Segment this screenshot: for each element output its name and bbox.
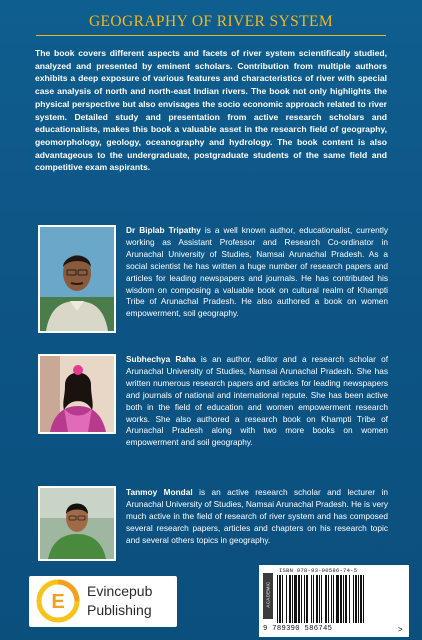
barcode-bar bbox=[360, 575, 362, 623]
title-divider bbox=[36, 35, 386, 36]
isbn-text: ISBN 978-93-90586-74-5 bbox=[279, 567, 358, 574]
barcode-bar bbox=[304, 575, 305, 623]
author-photo-image bbox=[40, 227, 114, 331]
author-bio-tanmoy bbox=[126, 487, 388, 547]
barcode-bar bbox=[319, 575, 320, 623]
author-bio-text: is an author, editor and a research scholar of Arunachal University of Studies, Namsai Arunachal Pradesh. She has written numerous research papers and articles for leading newspapers and journals of national and international repute. She has been active both in the field of education and women empowerment research works. She also authored a research book on Khampti Tribe of Arunachal Pradesh along with two more books on women empowerment and soil geography. bbox=[126, 354, 389, 448]
author-photo-image bbox=[40, 356, 114, 432]
barcode-bar bbox=[321, 575, 322, 623]
author-photo-image bbox=[40, 488, 114, 559]
barcode-bar bbox=[306, 575, 308, 623]
barcode-bar bbox=[345, 575, 347, 623]
barcode-bar bbox=[279, 575, 281, 623]
barcode-bar bbox=[311, 575, 312, 623]
barcode-bars bbox=[277, 575, 397, 623]
author-bio-text: is a well known author, educationalist, currently working as Assistant Professor and Research Co-ordinator in Arunachal University of Studies, Namsai Arunachal Pradesh. As a social scientist he has written a huge number of research papers and articles for leading newspapers and journals. He has contributed his wisdom on composing a valuable book on cultural realm of Khampti Tribe of Arunachal Pradesh. He also authored a book on women empowerment, soil geography. bbox=[126, 225, 388, 319]
barcode-bar bbox=[333, 575, 334, 623]
publisher-name-line2: Publishing bbox=[87, 602, 152, 618]
barcode-bar bbox=[340, 575, 342, 623]
barcode-bar bbox=[292, 575, 293, 623]
barcode-bar bbox=[289, 575, 291, 623]
author-photo-subhechya bbox=[38, 354, 116, 434]
barcode-bar bbox=[358, 575, 359, 623]
category-text: ACADEMIC bbox=[265, 581, 271, 608]
barcode-bar bbox=[325, 575, 327, 623]
barcode-bar bbox=[349, 575, 350, 623]
logo-letter: E bbox=[51, 591, 65, 613]
barcode-bar bbox=[363, 575, 364, 623]
publisher-name-line1: Evincepub bbox=[87, 583, 153, 599]
barcode-digits: 9 789390 586745 bbox=[263, 625, 333, 633]
barcode-bar bbox=[331, 575, 332, 623]
author-name: Tanmoy Mondal bbox=[126, 487, 193, 497]
evincepub-logo-icon bbox=[33, 576, 85, 627]
author-photo-tanmoy bbox=[38, 486, 116, 561]
barcode-bar bbox=[286, 575, 287, 623]
isbn-barcode bbox=[259, 565, 409, 637]
author-photo-biplab bbox=[38, 225, 116, 333]
barcode-end-mark: > bbox=[398, 625, 403, 634]
book-description: The book covers different aspects and facets of river system scientifically studied, analyzed and presented by eminent scholars. Contribution from multiple authors exhibits a deep exposure of various features and characteristics of river with special case analysis of north and north-east Indian rivers. The book not only highlights the physical perspective but also envisages the socio economic approach related to river system. Detailed study and presentation from active research scholars and educationalists, makes this book a valuable asset in the research field of geography, geomorphology, geology, oceanography and hydrology. The book content is also advantageous to the undergraduate, postgraduate students of the same field and competitive exam aspirants. bbox=[35, 48, 387, 173]
barcode-bar bbox=[298, 575, 300, 623]
author-name: Dr Biplab Tripathy bbox=[126, 225, 201, 235]
barcode-bar bbox=[277, 575, 278, 623]
author-bio-text: is an active research scholar and lecturer in Arunachal University of Studies, Namsai Arunachal Pradesh. He is very much active in the field of research of river system and has composed several research papers, articles and chapters on his research topic and several others topics in geography. bbox=[126, 487, 388, 545]
author-bio-biplab bbox=[126, 225, 388, 320]
barcode-bar bbox=[316, 575, 318, 623]
barcode-bar bbox=[343, 575, 344, 623]
book-title: GEOGRAPHY OF RIVER SYSTEM bbox=[88, 13, 334, 30]
barcode-bar bbox=[282, 575, 283, 623]
barcode-bar bbox=[328, 575, 329, 623]
publisher-logo bbox=[29, 576, 177, 627]
barcode-bar bbox=[294, 575, 297, 623]
barcode-bar bbox=[353, 575, 354, 623]
barcode-bar bbox=[355, 575, 357, 623]
barcode-bar bbox=[301, 575, 302, 623]
barcode-bar bbox=[313, 575, 314, 623]
author-name: Subhechya Raha bbox=[126, 354, 196, 364]
barcode-bar bbox=[336, 575, 339, 623]
category-label bbox=[263, 573, 273, 619]
author-bio-subhechya bbox=[126, 354, 388, 449]
